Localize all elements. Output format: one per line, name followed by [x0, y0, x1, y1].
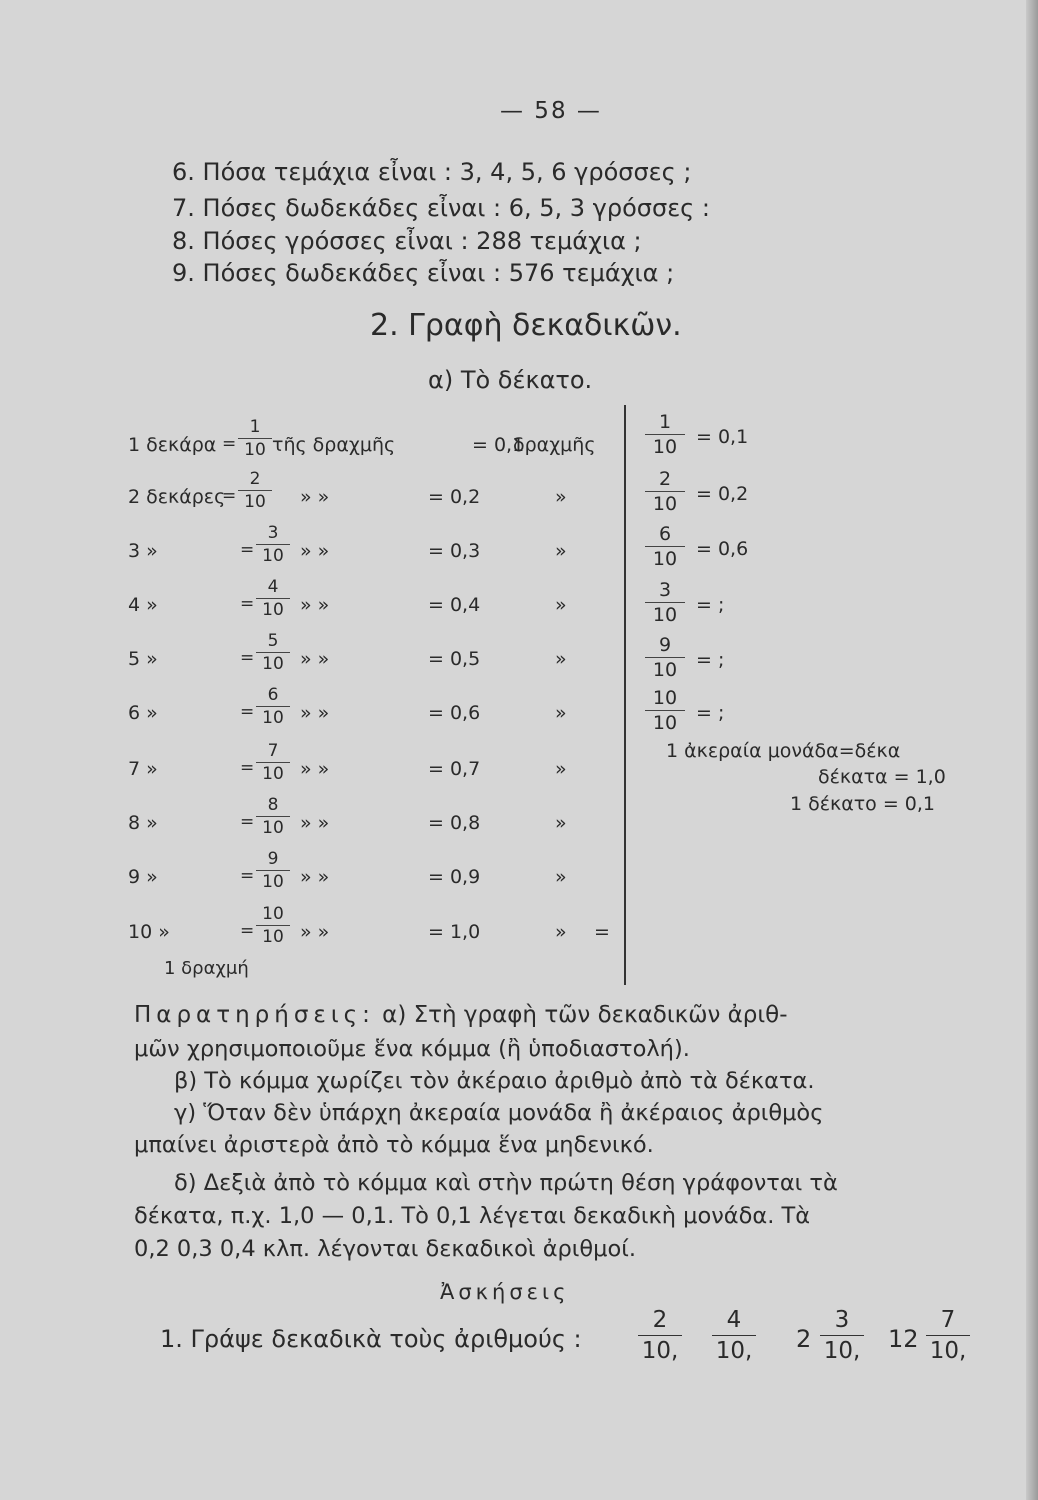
fraction-numerator: 8 — [267, 795, 279, 815]
row-decimal: = 0,4 — [428, 594, 481, 616]
row-decimal: = 0,5 — [428, 648, 481, 670]
fraction-numerator: 10 — [652, 687, 678, 709]
fraction-denominator: 10 — [262, 654, 284, 674]
row-fraction — [256, 848, 290, 893]
row-unit: » — [555, 486, 567, 508]
fraction-denominator: 10 — [652, 604, 678, 626]
row-fraction — [256, 630, 290, 675]
remark-d-cont1: δέκατα, π.χ. 1,0 — 0,1. Τὸ 0,1 λέγεται δεκαδικὴ μονάδα. Τὰ — [134, 1203, 811, 1229]
row-unit: » — [555, 702, 567, 724]
fraction-denominator: 10, — [823, 1338, 861, 1364]
row-middle: » » — [300, 812, 330, 834]
fraction-numerator: 9 — [658, 634, 672, 656]
fraction-numerator: 6 — [658, 523, 672, 545]
row-count: 2 δεκάρες — [128, 486, 226, 508]
fraction-numerator: 3 — [267, 523, 279, 543]
row-fraction — [256, 740, 290, 785]
fraction-denominator: 10 — [652, 436, 678, 458]
row-decimal: = 0,2 — [428, 486, 481, 508]
row-fraction — [238, 416, 272, 461]
row-middle: » » — [300, 866, 330, 888]
right-value: = 0,2 — [696, 483, 749, 505]
exercise-fraction — [638, 1305, 682, 1366]
fraction-denominator: 10 — [652, 493, 678, 515]
remark-d-cont2: 0,2 0,3 0,4 κλπ. λέγονται δεκαδικοὶ ἀριθμοί. — [134, 1236, 637, 1262]
row-fraction — [238, 468, 272, 513]
exercises-title: Ἀσκήσεις — [440, 1280, 570, 1304]
right-fraction — [645, 522, 685, 571]
question-6: 6. Πόσα τεμάχια εἶναι : 3, 4, 5, 6 γρόσσες ; — [172, 158, 692, 186]
row-decimal: = 0,9 — [428, 866, 481, 888]
row-unit: » — [555, 812, 567, 834]
fraction-denominator: 10 — [244, 440, 266, 460]
row-fraction — [256, 794, 290, 839]
fraction-numerator: 10 — [262, 904, 284, 924]
right-fraction — [645, 633, 685, 682]
row-count: 5 » — [128, 648, 158, 670]
row-unit: » — [555, 866, 567, 888]
row-eq: = — [222, 434, 237, 454]
row-fraction — [256, 522, 290, 567]
row-middle: » » — [300, 540, 330, 562]
fraction-numerator: 6 — [267, 685, 279, 705]
row-eq: = — [240, 758, 255, 778]
remark-c: γ) Ὅταν δὲν ὑπάρχη ἀκεραία μονάδα ἢ ἀκέραιος ἀριθμὸς — [174, 1100, 824, 1126]
fraction-denominator: 10 — [652, 548, 678, 570]
row-middle: » » — [300, 702, 330, 724]
row-fraction — [256, 576, 290, 621]
remarks-first-line — [134, 1002, 788, 1028]
fraction-denominator: 10 — [262, 818, 284, 838]
exercise-fraction — [712, 1305, 756, 1366]
row-eq: = — [240, 866, 255, 886]
fraction-numerator: 2 — [652, 1307, 668, 1333]
note-line-1: 1 ἀκεραία μονάδα=δέκα — [666, 740, 901, 762]
row-unit: » — [555, 540, 567, 562]
row-count: 10 » — [128, 921, 170, 943]
section-title: 2. Γραφὴ δεκαδικῶν. — [370, 308, 682, 343]
row-fraction — [256, 684, 290, 729]
fraction-denominator: 10 — [652, 712, 678, 734]
remark-a: α) Στὴ γραφὴ τῶν δεκαδικῶν ἀριθ- — [382, 1002, 788, 1028]
exercise-whole: 12 — [888, 1325, 919, 1353]
right-fraction — [645, 410, 685, 459]
fraction-numerator: 3 — [658, 579, 672, 601]
row-fraction — [256, 903, 290, 948]
row-decimal: = 0,6 — [428, 702, 481, 724]
row-count: 1 δεκάρα — [128, 434, 217, 456]
row-middle: » » — [300, 921, 330, 943]
fraction-numerator: 1 — [249, 417, 261, 437]
row-unit: » — [555, 758, 567, 780]
row-decimal: = 0,3 — [428, 540, 481, 562]
remark-b: β) Τὸ κόμμα χωρίζει τὸν ἀκέραιο ἀριθμὸ ἀπὸ τὰ δέκατα. — [174, 1068, 815, 1094]
row-middle: » » — [300, 486, 330, 508]
exercise-fraction — [926, 1305, 970, 1366]
note-line-3: 1 δέκατο = 0,1 — [790, 793, 936, 815]
row-decimal: = 0,1 — [472, 434, 525, 456]
fraction-denominator: 10 — [262, 927, 284, 947]
right-value: = 0,1 — [696, 426, 749, 448]
subsection-title: α) Τὸ δέκατο. — [428, 366, 593, 394]
row-middle: » » — [300, 758, 330, 780]
fraction-denominator: 10 — [262, 872, 284, 892]
row-eq: = — [222, 486, 237, 506]
fraction-numerator: 5 — [267, 631, 279, 651]
fraction-denominator: 10 — [652, 659, 678, 681]
exercise-fraction — [820, 1305, 864, 1366]
row-middle: » » — [300, 648, 330, 670]
row-eq: = — [240, 702, 255, 722]
fraction-denominator: 10 — [262, 600, 284, 620]
row-unit: δραχμῆς — [513, 434, 596, 456]
remarks-label: Παρατηρήσεις: — [134, 1002, 375, 1028]
row-unit: » — [555, 648, 567, 670]
row-eq: = — [240, 921, 255, 941]
fraction-numerator: 1 — [658, 411, 672, 433]
row-count: 4 » — [128, 594, 158, 616]
fraction-denominator: 10, — [715, 1338, 753, 1364]
right-value: = ; — [696, 702, 725, 724]
row-count: 8 » — [128, 812, 158, 834]
column-divider — [624, 405, 626, 985]
page-number: — 58 — — [500, 98, 602, 124]
question-8: 8. Πόσες γρόσσες εἶναι : 288 τεμάχια ; — [172, 227, 642, 255]
right-value: = 0,6 — [696, 538, 749, 560]
row-count: 9 » — [128, 866, 158, 888]
fraction-denominator: 10 — [262, 708, 284, 728]
row-decimal: = 1,0 — [428, 921, 481, 943]
row-decimal: = 0,7 — [428, 758, 481, 780]
fraction-numerator: 3 — [834, 1307, 850, 1333]
right-fraction — [645, 686, 685, 735]
fraction-numerator: 2 — [658, 468, 672, 490]
row-tail: = — [594, 921, 610, 943]
page-edge-shadow — [1026, 0, 1038, 1500]
fraction-denominator: 10 — [262, 764, 284, 784]
question-7: 7. Πόσες δωδεκάδες εἶναι : 6, 5, 3 γρόσσες : — [172, 194, 710, 222]
remark-c-cont: μπαίνει ἀριστερὰ ἀπὸ τὸ κόμμα ἕνα μηδενικό. — [134, 1132, 654, 1158]
note-line-2: δέκατα = 1,0 — [818, 766, 946, 788]
table-footer: 1 δραχμή — [164, 958, 249, 979]
right-fraction — [645, 578, 685, 627]
row-middle: τῆς δραχμῆς — [272, 434, 396, 456]
row-eq: = — [240, 812, 255, 832]
fraction-numerator: 4 — [267, 577, 279, 597]
right-value: = ; — [696, 594, 725, 616]
row-count: 6 » — [128, 702, 158, 724]
row-count: 7 » — [128, 758, 158, 780]
row-eq: = — [240, 648, 255, 668]
right-value: = ; — [696, 649, 725, 671]
exercise-whole: 2 — [796, 1325, 812, 1353]
row-count: 3 » — [128, 540, 158, 562]
row-eq: = — [240, 540, 255, 560]
fraction-denominator: 10 — [262, 546, 284, 566]
row-unit: » — [555, 594, 567, 616]
row-unit: » — [555, 921, 567, 943]
exercise-1: 1. Γράψε δεκαδικὰ τοὺς ἀριθμούς : — [160, 1325, 582, 1353]
row-decimal: = 0,8 — [428, 812, 481, 834]
fraction-numerator: 7 — [267, 741, 279, 761]
fraction-denominator: 10, — [929, 1338, 967, 1364]
row-middle: » » — [300, 594, 330, 616]
fraction-numerator: 2 — [249, 469, 261, 489]
row-eq: = — [240, 594, 255, 614]
question-9: 9. Πόσες δωδεκάδες εἶναι : 576 τεμάχια ; — [172, 259, 675, 287]
fraction-denominator: 10, — [641, 1338, 679, 1364]
remark-a-cont: μῶν χρησιμοποιοῦμε ἕνα κόμμα (ἢ ὑποδιαστολή). — [134, 1036, 690, 1062]
remark-d: δ) Δεξιὰ ἀπὸ τὸ κόμμα καὶ στὴν πρώτη θέση γράφονται τὰ — [174, 1170, 838, 1196]
fraction-numerator: 9 — [267, 849, 279, 869]
fraction-numerator: 4 — [726, 1307, 742, 1333]
fraction-numerator: 7 — [940, 1307, 956, 1333]
fraction-denominator: 10 — [244, 492, 266, 512]
right-fraction — [645, 467, 685, 516]
